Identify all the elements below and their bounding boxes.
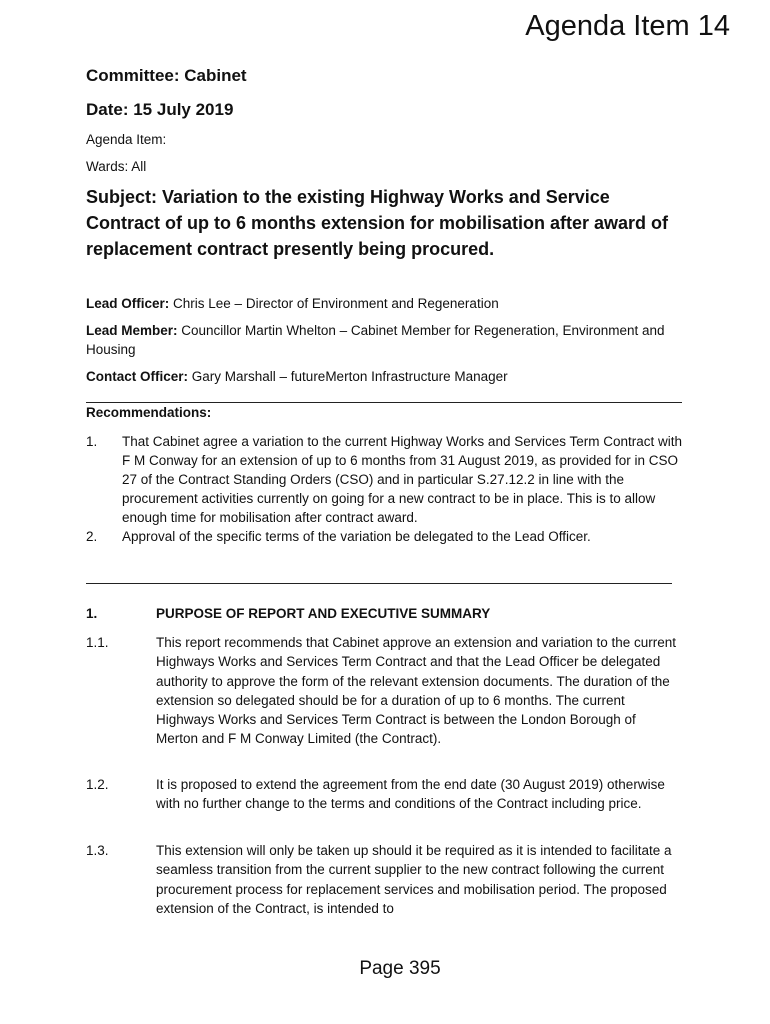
agenda-item-number: Agenda Item 14 xyxy=(525,10,730,42)
divider-top xyxy=(86,402,682,403)
lead-officer-line xyxy=(86,294,676,313)
paragraph-text: This extension will only be taken up should it be required as it is intended to facilitate a seamless transition from the current supplier to the new contract following the current procurement process for replacement services and mobilisation period. The proposed extension of the Contract, is intended to xyxy=(156,843,672,916)
subject-heading: Subject: Variation to the existing Highway Works and Service Contract of up to 6 months extension for mobilisation after award of replacement contract presently being procured. xyxy=(86,187,669,259)
recommendation-text: That Cabinet agree a variation to the current Highway Works and Services Term Contract with F M Conway for an extension of up to 6 months from 31 August 2019, as provided for in CSO 27 of the Contract Standing Orders (CSO) and in particular S.27.12.2 in line with the procurement activities currently on going for a new contract to be in place. This is to allow enough time for mobilisation after contract award. xyxy=(122,434,683,525)
meeting-date: Date: 15 July 2019 xyxy=(86,100,234,119)
paragraph-text: It is proposed to extend the agreement from the end date (30 August 2019) otherwise with no further change to the terms and conditions of the Contract including price. xyxy=(156,777,665,812)
agenda-item-label: Agenda Item: xyxy=(86,132,167,147)
divider-bottom xyxy=(86,583,672,584)
paragraph-number: 1.1. xyxy=(86,635,109,650)
lead-officer-label: Lead Officer: xyxy=(86,296,170,311)
paragraph-1-3 xyxy=(86,841,686,918)
paragraph-number: 1.2. xyxy=(86,777,109,792)
recommendations-title: Recommendations: xyxy=(86,405,212,420)
lead-officer-value: Chris Lee – Director of Environment and Regeneration xyxy=(169,296,499,311)
contact-officer-value: Gary Marshall – futureMerton Infrastructure Manager xyxy=(188,369,508,384)
recommendation-number: 1. xyxy=(86,434,98,449)
paragraph-1-2 xyxy=(86,775,686,814)
contact-officer-label: Contact Officer: xyxy=(86,369,189,384)
lead-member-value: Councillor Martin Whelton – Cabinet Member for Regeneration, Environment and Housing xyxy=(86,323,665,357)
recommendation-item xyxy=(86,432,686,527)
recommendation-text: Approval of the specific terms of the variation be delegated to the Lead Officer. xyxy=(122,529,591,544)
paragraph-text: This report recommends that Cabinet approve an extension and variation to the current Highways Works and Services Term Contract and that the Lead Officer be delegated authority to approve the form of the relevant extension documents. The duration of the extension so delegated should be for a duration of up to 6 months. The current Highways Works and Services Term Contract is between the London Borough of Merton and F M Conway Limited (the Contract). xyxy=(156,635,677,747)
wards-line: Wards: All xyxy=(86,159,147,174)
paragraph-1-1 xyxy=(86,633,686,749)
page-number: Page 395 xyxy=(359,958,441,979)
recommendations-list xyxy=(86,432,686,546)
recommendation-number: 2. xyxy=(86,529,98,544)
committee-line: Committee: Cabinet xyxy=(86,66,247,85)
paragraph-number: 1.3. xyxy=(86,843,109,858)
section-number: 1. xyxy=(86,606,98,621)
recommendation-item xyxy=(86,527,686,546)
lead-member-label: Lead Member: xyxy=(86,323,178,338)
section-title: PURPOSE OF REPORT AND EXECUTIVE SUMMARY xyxy=(156,606,491,621)
lead-member-line xyxy=(86,321,676,359)
contact-officer-line xyxy=(86,367,676,386)
